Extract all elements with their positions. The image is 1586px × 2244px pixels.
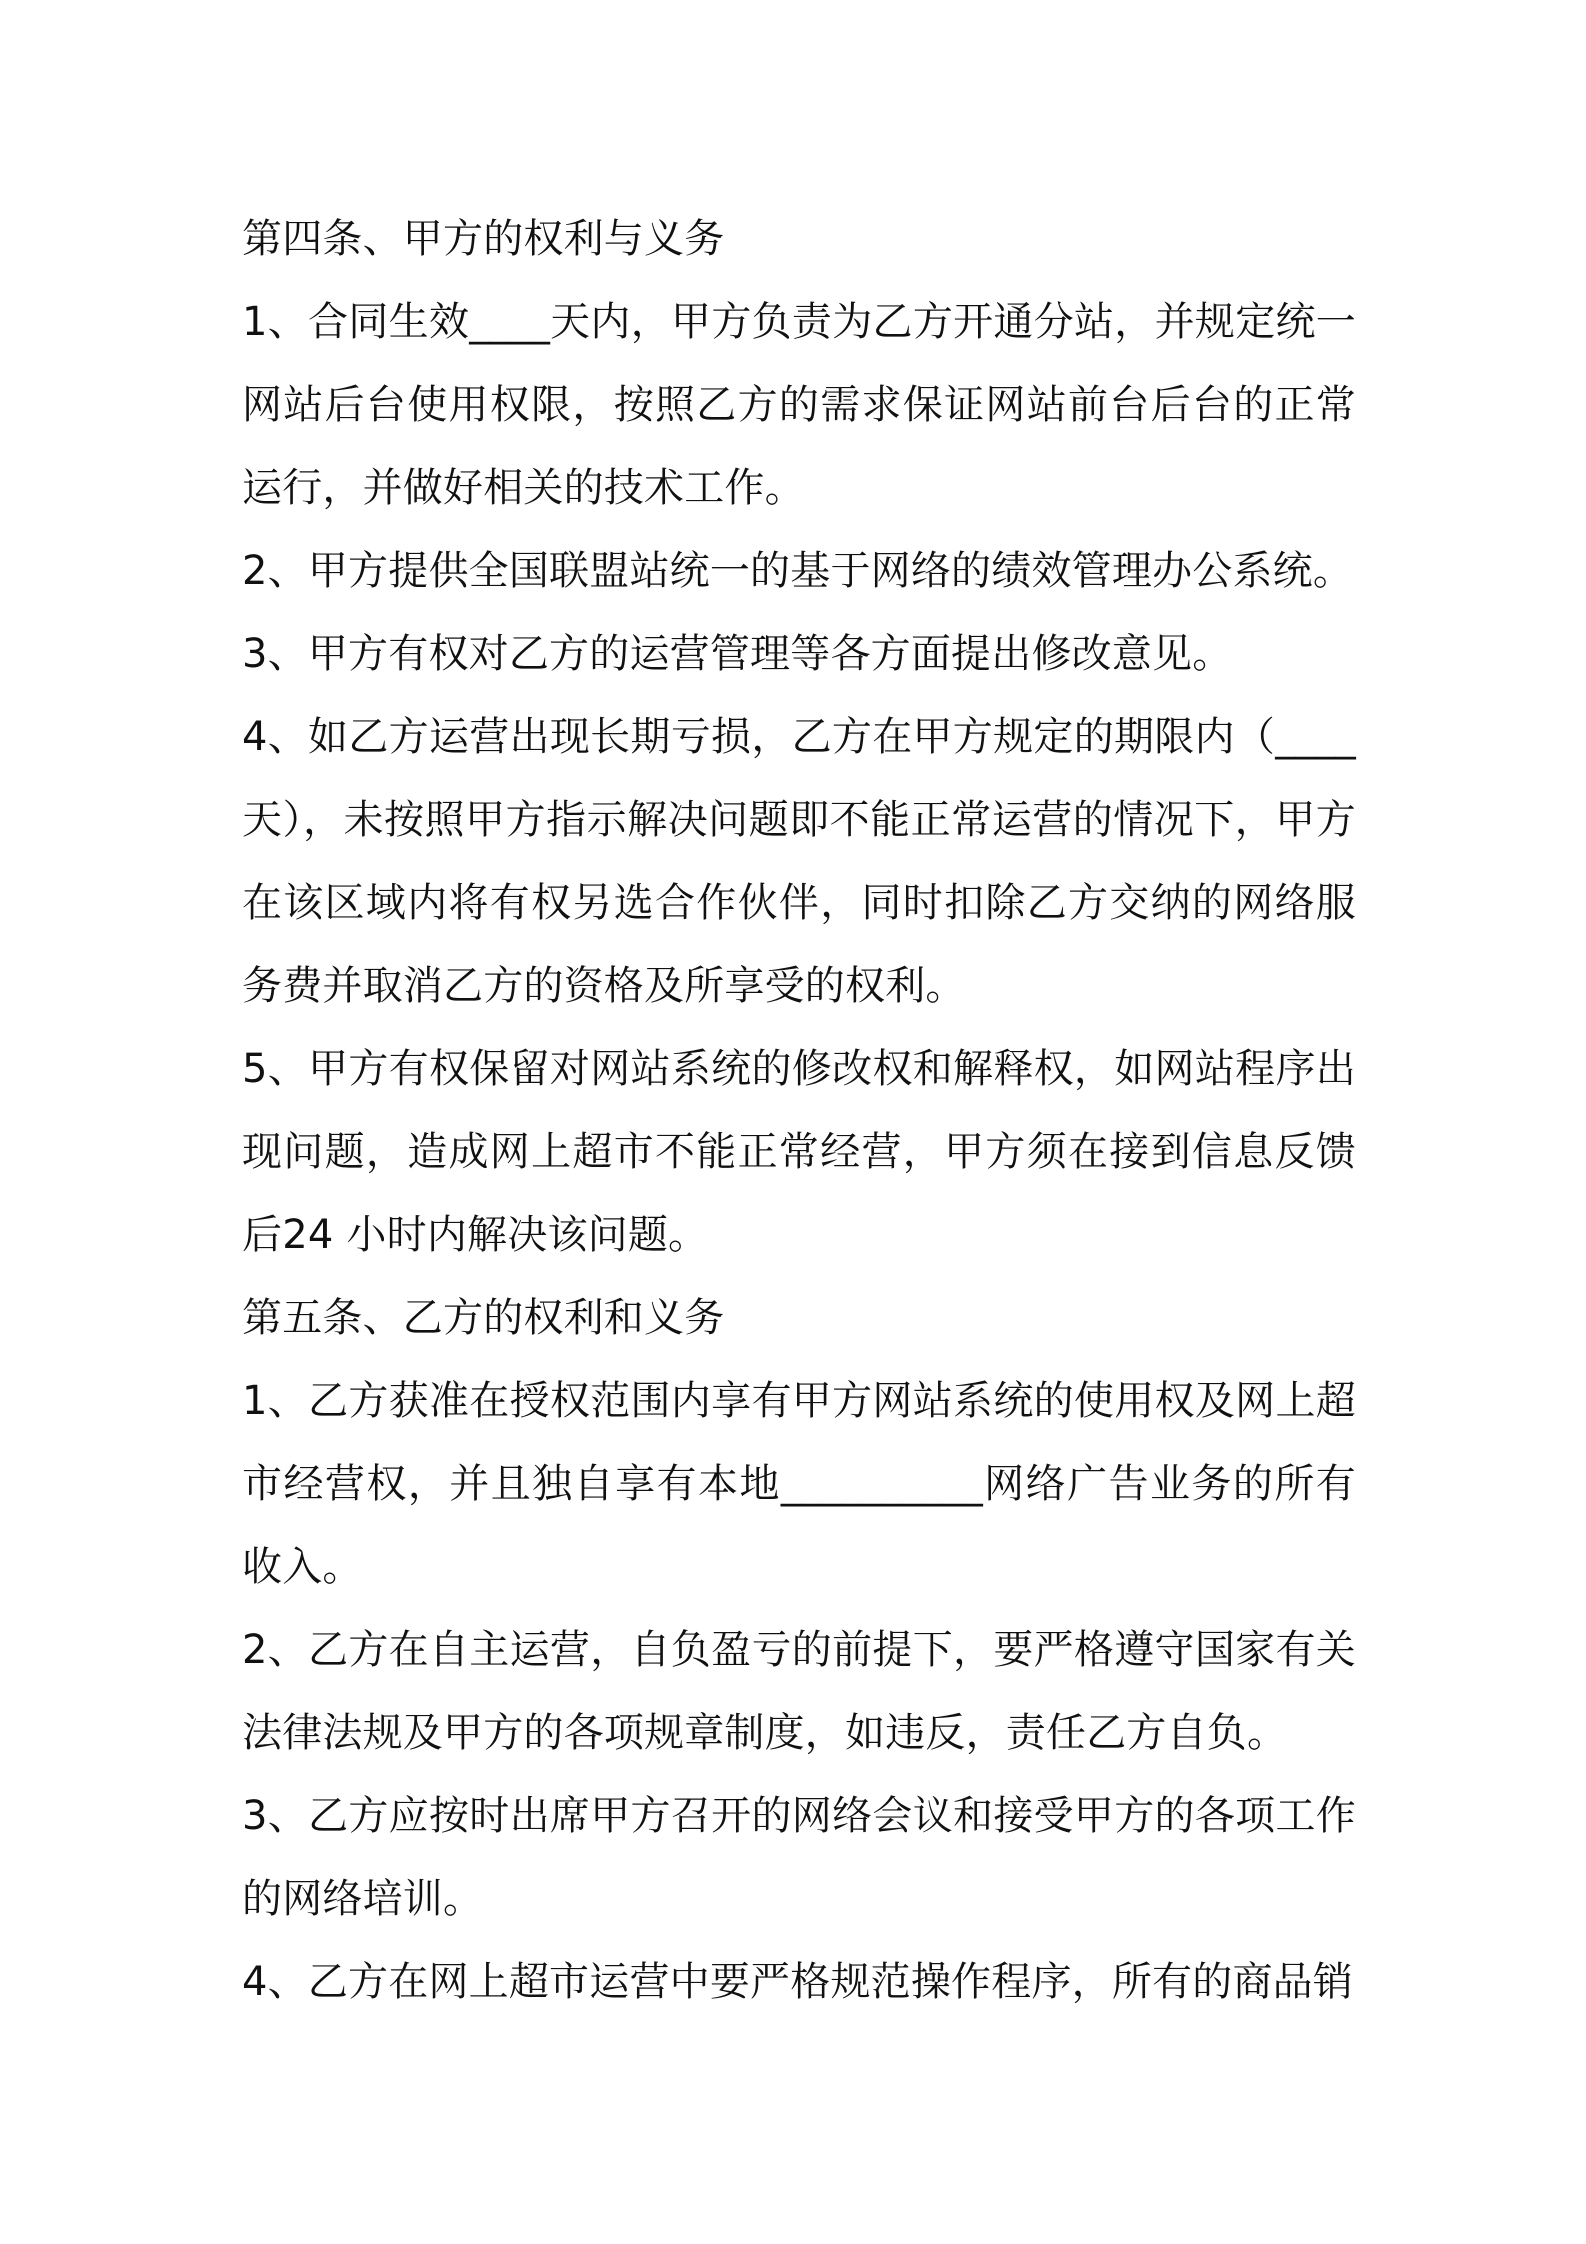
clause-5-4: 4、乙方在网上超市运营中要严格规范操作程序，所有的商品销 [242,1959,1354,2005]
section-heading-article-5: 第五条、乙方的权利和义务 [242,1295,725,1341]
clause-4-2: 2、甲方提供全国联盟站统一的基于网络的绩效管理办公系统。 [242,548,1354,594]
clause-4-4: 4、如乙方运营出现长期亏损，乙方在甲方规定的期限内（____天），未按照甲方指示解决问题即不能正常运营的情况下，甲方在该区域内将有权另选合作伙伴，同时扣除乙方交纳的网络服务费并取消乙方的资格及所享受的权利。 [242,714,1356,1009]
clause-5-1: 1、乙方获准在授权范围内享有甲方网站系统的使用权及网上超市经营权，并且独自享有本地__________网络广告业务的所有收入。 [242,1378,1356,1590]
section-heading-article-4: 第四条、甲方的权利与义务 [242,216,725,262]
clause-4-5: 5、甲方有权保留对网站系统的修改权和解释权，如网站程序出现问题，造成网上超市不能正常经营，甲方须在接到信息反馈后24 小时内解决该问题。 [242,1046,1356,1258]
document-body [242,198,1356,2024]
clause-4-3: 3、甲方有权对乙方的运营管理等各方面提出修改意见。 [242,631,1233,677]
clause-5-2: 2、乙方在自主运营，自负盈亏的前提下，要严格遵守国家有关法律法规及甲方的各项规章制度，如违反，责任乙方自负。 [242,1627,1356,1756]
clause-4-1: 1、合同生效____天内，甲方负责为乙方开通分站，并规定统一网站后台使用权限，按照乙方的需求保证网站前台后台的正常运行，并做好相关的技术工作。 [242,299,1356,511]
clause-5-3: 3、乙方应按时出席甲方召开的网络会议和接受甲方的各项工作的网络培训。 [242,1793,1356,1922]
